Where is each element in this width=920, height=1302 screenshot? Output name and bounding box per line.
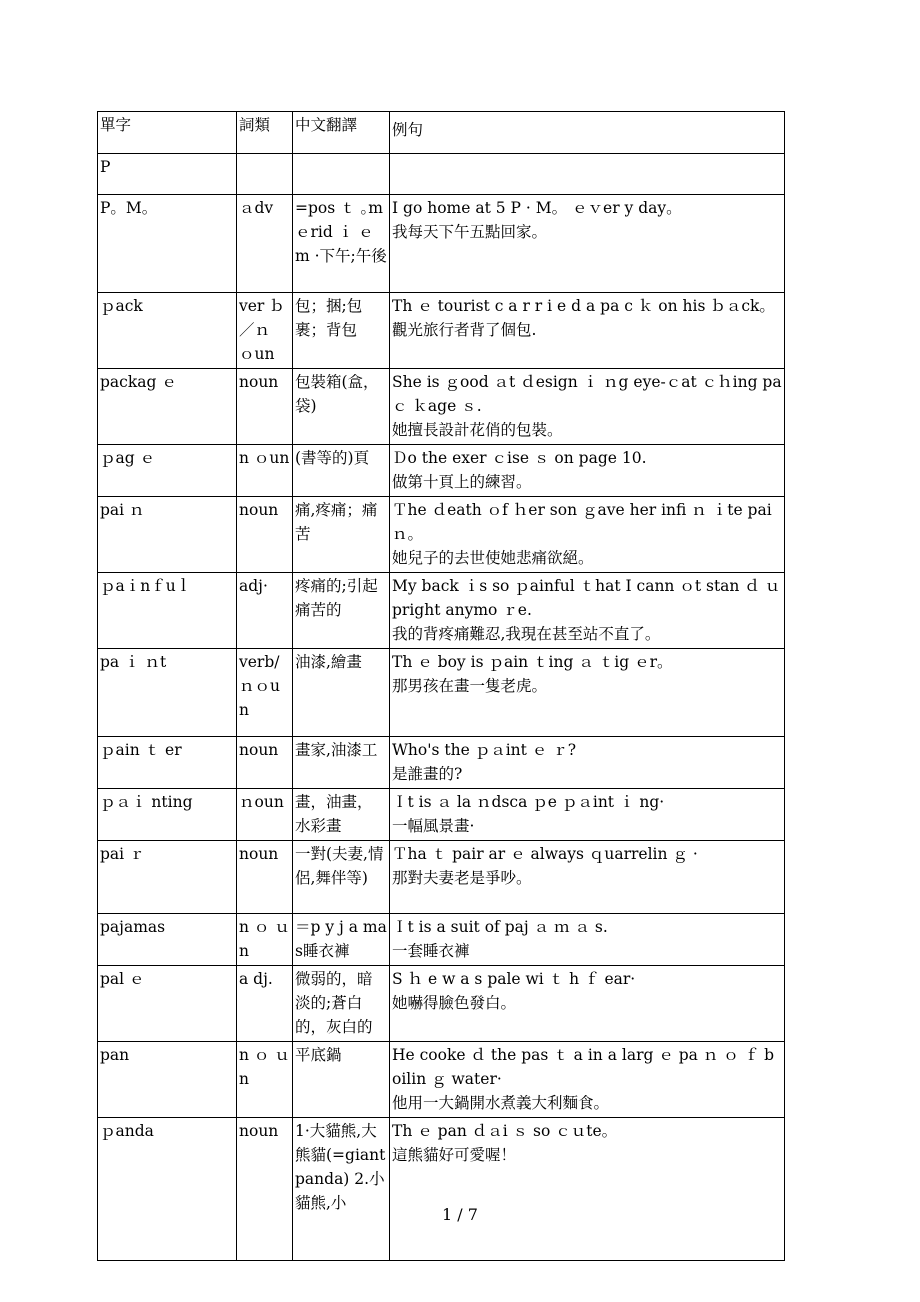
example-cell: [390, 573, 785, 649]
chinese-cell: 疼痛的;引起痛苦的: [293, 573, 390, 649]
word-cell: pa ｉ ｎt: [98, 649, 237, 737]
chinese-cell: 痛,疼痛；痛苦: [293, 497, 390, 573]
header-pos: 詞類: [237, 112, 293, 154]
example-chinese: 一套睡衣褲: [392, 942, 470, 960]
example-chinese: 這熊貓好可愛喔！: [392, 1146, 517, 1164]
example-cell: [390, 1118, 785, 1261]
word-cell: ｐａｉ nting: [98, 789, 237, 841]
example-english: S ｈ e w a s pale wi ｔ h ｆ ear·: [392, 970, 636, 988]
example-cell: [390, 737, 785, 789]
chinese-cell: =pos ｔ ｡m ｅrid ｉ ｅm ·下午;午後: [293, 195, 390, 293]
example-cell: [390, 445, 785, 497]
chinese-cell: 微弱的，暗淡的;蒼白的，灰白的: [293, 966, 390, 1042]
example-english: I go home at 5 P · M。 ｅｖer y day。: [392, 199, 682, 217]
header-example: [390, 112, 785, 154]
example-english: He cooke ｄ the pas ｔ a in a larg ｅ pa ｎ ｏ ｆ boilin ｇ water·: [392, 1046, 775, 1088]
table-row: [98, 841, 785, 914]
example-english: My back ｉs so ｐainful ｔhat I cann ｏt stan ｄ ｕpright anymo ｒe.: [392, 577, 781, 619]
table-row: [98, 195, 785, 293]
word-cell: ｐaｉnｆuｌ: [98, 573, 237, 649]
pos-cell: adj·: [237, 573, 293, 649]
example-english: Th ｅ boy is ｐain ｔing ａ ｔig ｅr。: [392, 653, 673, 671]
example-english: Who's the ｐａint ｅ ｒ?: [392, 741, 577, 759]
example-english: Th ｅ pan ｄａi ｓ so ｃｕte。: [392, 1122, 618, 1140]
example-cell: [390, 841, 785, 914]
pos-cell: verb/ ｎｏu n: [237, 649, 293, 737]
pos-cell: ver ｂ ／ｎ ｏun: [237, 293, 293, 369]
example-cell: [390, 1042, 785, 1118]
table-row: [98, 1042, 785, 1118]
table-row: [98, 445, 785, 497]
example-cell: [390, 914, 785, 966]
table-row: [98, 369, 785, 445]
pos-cell: noun: [237, 1118, 293, 1261]
table-row: [98, 914, 785, 966]
example-english: Ｉt is a suit of paj ａ ｍ ａ s.: [392, 918, 608, 936]
example-chinese: 她嚇得臉色發白。: [392, 994, 517, 1012]
pos-cell: n ｏun: [237, 445, 293, 497]
word-cell: ｐag ｅ: [98, 445, 237, 497]
example-chinese: 我的背疼痛難忍,我現在甚至站不直了。: [392, 625, 661, 643]
table-header-row: [98, 112, 785, 154]
header-word: 單字: [98, 112, 237, 154]
table-row: [98, 966, 785, 1042]
pos-cell: n ｏ ｕ n: [237, 914, 293, 966]
chinese-cell: (書等的)頁: [293, 445, 390, 497]
pos-cell: ａdv: [237, 195, 293, 293]
table-row: [98, 1118, 785, 1261]
example-english: Th ｅ tourist c a r r i e d a pa c ｋ on his ｂａck。: [392, 297, 775, 315]
word-cell: packag ｅ: [98, 369, 237, 445]
section-letter: P: [98, 154, 237, 195]
example-chinese: 觀光旅行者背了個包.: [392, 321, 537, 339]
vocabulary-table: [97, 111, 785, 1261]
word-cell: pan: [98, 1042, 237, 1118]
pos-cell: noun: [237, 497, 293, 573]
table-row: [98, 293, 785, 369]
section-letter-row: [98, 154, 785, 195]
pos-cell: n ｏ ｕ n: [237, 1042, 293, 1118]
chinese-cell: 油漆,繪畫: [293, 649, 390, 737]
example-english: Ｔhe ｄeath ｏf ｈer son ｇave her infi ｎ ｉte pai ｎ。: [392, 501, 772, 543]
word-cell: pai ｎ: [98, 497, 237, 573]
example-chinese: 那對夫妻老是爭吵。: [392, 869, 532, 887]
chinese-cell: 包裝箱(盒，袋): [293, 369, 390, 445]
example-cell: [390, 195, 785, 293]
word-cell: pal ｅ: [98, 966, 237, 1042]
word-cell: pai ｒ: [98, 841, 237, 914]
example-cell: [390, 649, 785, 737]
chinese-cell: 平底鍋: [293, 1042, 390, 1118]
table-row: [98, 573, 785, 649]
chinese-cell: 畫，油畫，水彩畫: [293, 789, 390, 841]
word-cell: ｐain ｔ er: [98, 737, 237, 789]
example-english: Ｉt is ａ la ｎdsca ｐe ｐａint ｉ ng·: [392, 793, 665, 811]
chinese-cell: ＝p y j a mas睡衣褲: [293, 914, 390, 966]
chinese-cell: 1·大貓熊,大熊貓(=giant panda) 2.小貓熊,小: [293, 1118, 390, 1261]
example-chinese: 那男孩在畫一隻老虎。: [392, 677, 548, 695]
word-cell: ｐack: [98, 293, 237, 369]
pos-cell: ｎoun: [237, 789, 293, 841]
example-cell: [390, 497, 785, 573]
example-chinese: 她擅長設計花俏的包裝。: [392, 421, 563, 439]
example-cell: [390, 789, 785, 841]
pos-cell: noun: [237, 841, 293, 914]
chinese-cell: 畫家,油漆工: [293, 737, 390, 789]
pos-cell: noun: [237, 369, 293, 445]
chinese-cell: 一對(夫妻,情侶,舞伴等): [293, 841, 390, 914]
example-english: Ｔha ｔ pair ar ｅ always ｑuarrelin ｇ ·: [392, 845, 698, 863]
page-indicator: 1 / 7: [442, 1205, 478, 1224]
pos-cell: noun: [237, 737, 293, 789]
example-chinese: 他用一大鍋開水煮義大利麵食。: [392, 1094, 610, 1112]
example-chinese: 做第十頁上的練習。: [392, 473, 532, 491]
header-example-label: 例句: [392, 121, 424, 139]
example-chinese: 一幅風景畫·: [392, 817, 475, 835]
example-chinese: 我每天下午五點回家。: [392, 223, 548, 241]
example-cell: [390, 293, 785, 369]
header-chinese: 中文翻譯: [293, 112, 390, 154]
word-cell: P。M。: [98, 195, 237, 293]
example-english: Ｄo the exer ｃise ｓ on page 10.: [392, 449, 647, 467]
example-chinese: 她兒子的去世使她悲痛欲絕。: [392, 549, 594, 567]
pos-cell: a dj.: [237, 966, 293, 1042]
table-row: [98, 649, 785, 737]
table-row: [98, 497, 785, 573]
example-cell: [390, 966, 785, 1042]
example-cell: [390, 369, 785, 445]
word-cell: pajamas: [98, 914, 237, 966]
example-english: She is ｇood ａt ｄesign ｉ ｎg eye-ｃat ｃｈing pa ｃ ｋage ｓ.: [392, 373, 782, 415]
example-chinese: 是誰畫的?: [392, 765, 463, 783]
word-cell: ｐanda: [98, 1118, 237, 1261]
table-row: [98, 737, 785, 789]
table-row: [98, 789, 785, 841]
chinese-cell: 包；捆;包裹；背包: [293, 293, 390, 369]
